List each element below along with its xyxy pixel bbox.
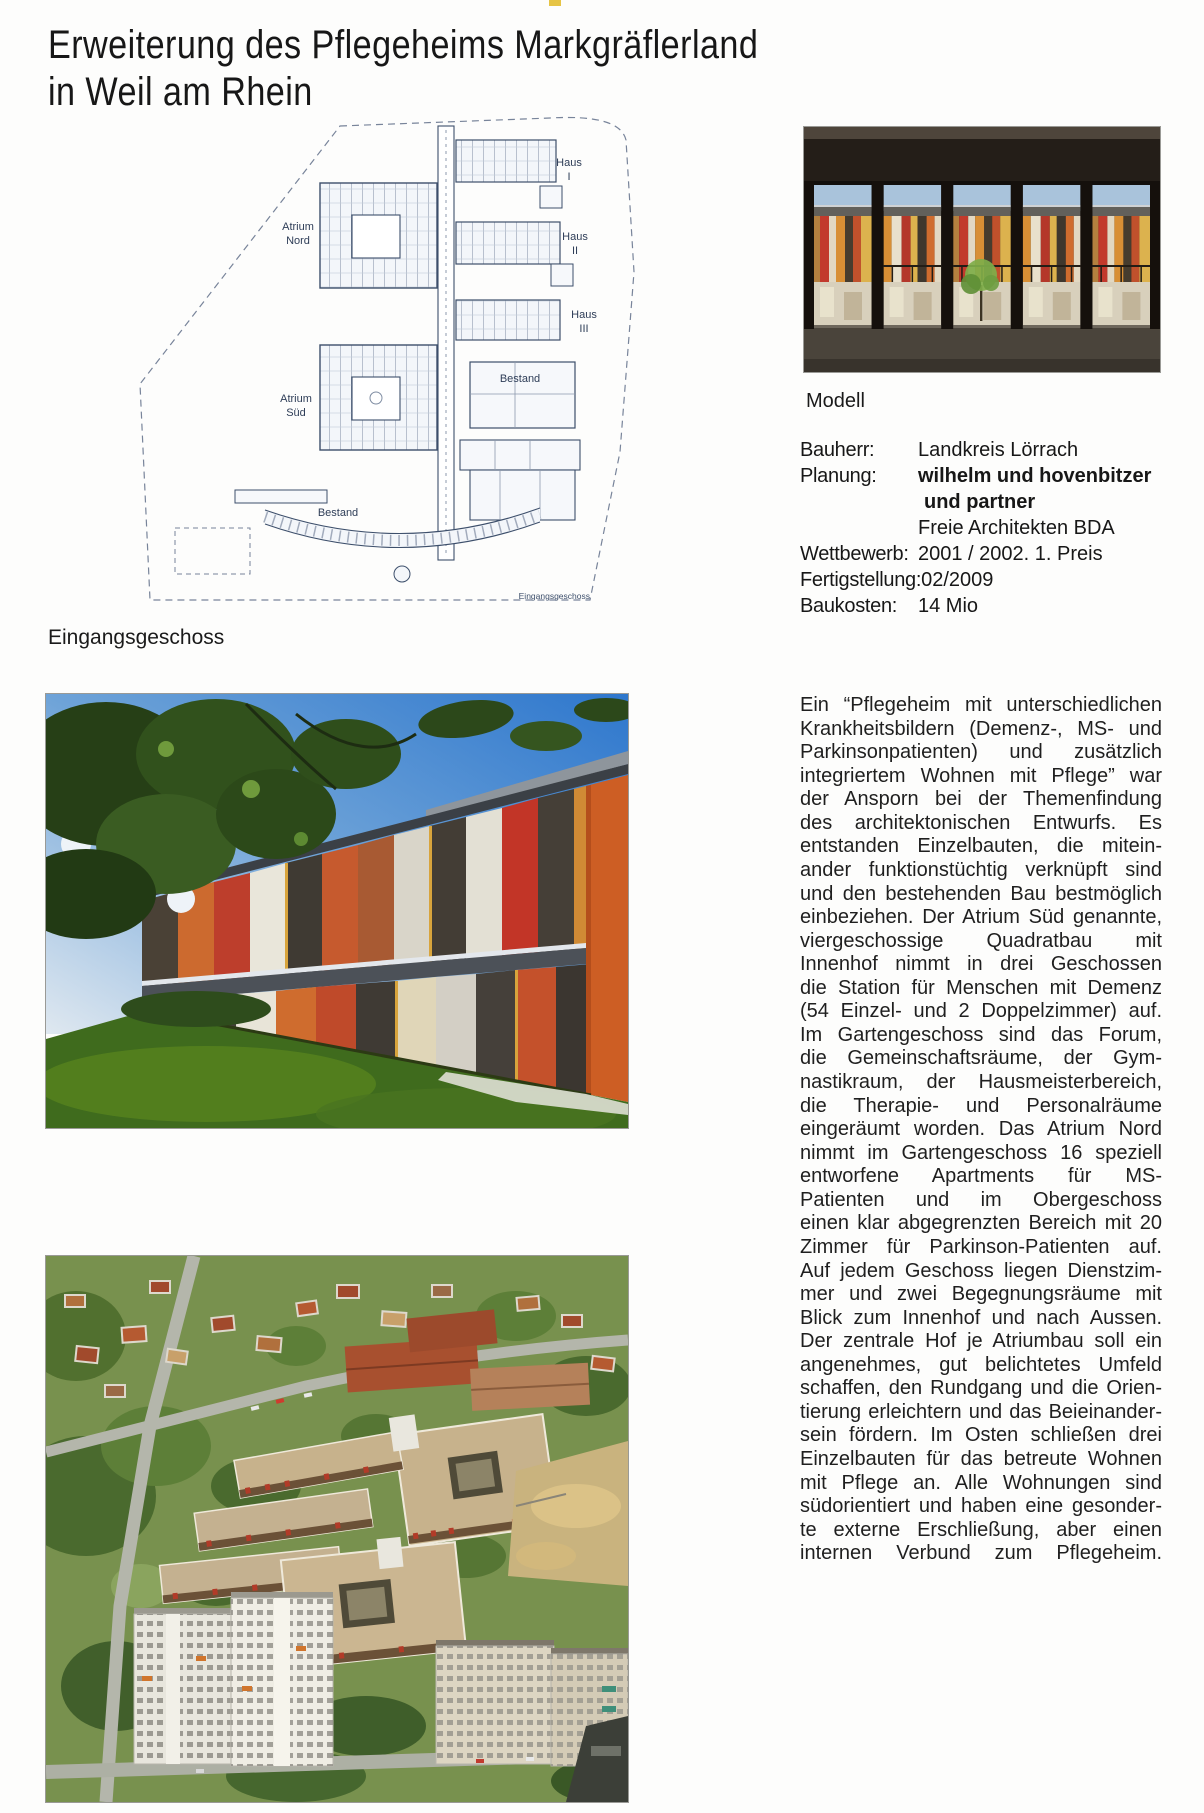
body-text-line: Parkinsonpatienten) und zusätzlich <box>800 741 1162 764</box>
body-text-line: internen Verbund zum Pflegeheim. <box>800 1542 1162 1565</box>
svg-text:II: II <box>571 245 579 257</box>
body-text-line: einbeziehen. Der Atrium Süd genannte, <box>800 906 1162 929</box>
body-text-line: Im Gartengeschoss sind das Forum, <box>800 1023 1162 1046</box>
plan-buildings <box>175 126 580 582</box>
body-text-line: te externe Erschließung, aber einen <box>800 1518 1162 1541</box>
body-text-line: angenehmes, gut belichtetes Umfeld <box>800 1353 1162 1376</box>
info-label: Wettbewerb: <box>800 543 909 565</box>
body-text-line: sein fördern. Im Osten schließen drei <box>800 1424 1162 1447</box>
info-value: 2001 / 2002. 1. Preis <box>918 543 1103 565</box>
project-info-row <box>800 463 1172 489</box>
body-text-line: Einzelbauten für das betreute Wohnen <box>800 1448 1162 1470</box>
floor-plan-caption: Eingangsgeschoss <box>48 626 225 649</box>
svg-text:III: III <box>579 323 589 335</box>
info-label: Bauherr: <box>800 439 875 461</box>
body-text-line: Der zentrale Hof je Atriumbau soll ein <box>800 1330 1162 1353</box>
project-info-row <box>800 515 1172 541</box>
info-label: Fertigstellung: <box>800 569 922 591</box>
body-text-line: südorientiert und haben eine gesonder- <box>800 1495 1162 1518</box>
body-text-line: (54 Einzel- und 2 Doppelzimmer) auf. <box>800 1000 1162 1023</box>
label-eingangsgeschoss-small: Eingangsgeschoss <box>518 591 590 601</box>
label-haus-ii: Haus <box>562 231 588 243</box>
svg-text:I: I <box>567 171 571 183</box>
body-text-line: Zimmer für Parkinson-Patienten auf. <box>800 1235 1162 1258</box>
body-text-line: des architektonischen Entwurfs. Es <box>800 811 1162 834</box>
page-title-line2: in Weil am Rhein <box>48 70 313 114</box>
svg-text:Nord: Nord <box>286 235 310 247</box>
body-text-line: Patienten und im Obergeschoss <box>800 1188 1162 1211</box>
body-text-line: nimmt im Gartengeschoss 16 speziell <box>800 1141 1162 1164</box>
info-label <box>800 515 918 541</box>
body-text-line: die Therapie- und Personalräume <box>800 1094 1162 1117</box>
svg-text:Süd: Süd <box>286 407 306 419</box>
info-value: 02/2009 <box>921 569 994 591</box>
body-text-line: der Ansporn bei der Themenfindung <box>800 788 1162 811</box>
floor-plan-drawing <box>120 112 640 647</box>
body-text-line: schaffen, den Rundgang und die Orien- <box>800 1377 1162 1400</box>
body-text-line: viergeschossige Quadratbau mit <box>800 929 1162 952</box>
aerial-photo <box>46 1256 628 1802</box>
project-info-row <box>800 489 1172 515</box>
body-text-line: integriertem Wohnen mit Pflege” war <box>800 764 1162 787</box>
body-text-line: entstanden Einzelbauten, die mitein- <box>800 835 1162 858</box>
info-label <box>800 489 918 515</box>
label-haus-i: Haus <box>556 157 582 169</box>
info-value: Freie Architekten BDA <box>918 517 1115 539</box>
model-photo <box>804 127 1160 372</box>
body-text-line: eingeräumt worden. Das Atrium Nord <box>800 1118 1162 1141</box>
body-text-line: die Gemeinschaftsräume, der Gym- <box>800 1047 1162 1070</box>
page-title <box>48 22 758 116</box>
body-text-line: ander funktionstüchtig verknüpft sind <box>800 858 1162 881</box>
body-text-line: Innenhof nimmt in drei Geschossen <box>800 953 1162 976</box>
body-text-line: Blick zum Innenhof und nach Aussen. <box>800 1306 1162 1329</box>
facade-photo <box>46 694 628 1128</box>
project-info <box>800 437 1172 619</box>
info-value: und partner <box>924 491 1036 513</box>
page-title-line1: Erweiterung des Pflegeheims Markgräflerland <box>48 23 759 67</box>
label-atrium-sued: Atrium <box>280 393 312 405</box>
body-text-line: mit Pflege an. Alle Wohnungen sind <box>800 1471 1162 1494</box>
info-value: Landkreis Lörrach <box>918 439 1079 461</box>
label-haus-iii: Haus <box>571 309 597 321</box>
project-info-row <box>800 567 1172 593</box>
info-value: 14 Mio <box>918 595 979 617</box>
label-bestand-upper: Bestand <box>499 373 541 385</box>
body-text-line: Ein “Pflegeheim mit unterschiedlichen <box>800 694 1162 716</box>
body-text-line: mer und zwei Begegnungsräume mit <box>800 1283 1162 1306</box>
label-atrium-nord: Atrium <box>282 221 314 233</box>
body-text-line: und den bestehenden Bau bestmöglich <box>800 882 1162 905</box>
project-info-row <box>800 593 1172 619</box>
body-text-line: die Station für Menschen mit Demenz <box>800 976 1162 999</box>
model-photo-caption: Modell <box>806 390 865 412</box>
body-text-line: nastikraum, der Hausmeisterbereich, <box>800 1071 1162 1093</box>
body-text-line: einen klar abgegrenzten Bereich mit 20 <box>800 1212 1162 1235</box>
info-label: Baukosten: <box>800 595 898 617</box>
info-value: wilhelm und hovenbitzer <box>918 465 1152 487</box>
body-text <box>800 694 1162 1566</box>
body-text-line: tierung erleichtern und das Beieinander- <box>800 1400 1162 1423</box>
info-label: Planung: <box>800 465 877 487</box>
project-info-row <box>800 437 1172 463</box>
label-bestand-lower: Bestand <box>317 507 359 519</box>
body-text-line: entworfene Apartments für MS- <box>800 1165 1162 1188</box>
body-text-line: Krankheitsbildern (Demenz-, MS- und <box>800 717 1162 740</box>
body-text-line: Auf jedem Geschoss liegen Dienstzim- <box>800 1259 1162 1282</box>
scan-artifact <box>549 0 561 6</box>
orange-end-wall <box>586 775 628 1102</box>
project-info-row <box>800 541 1172 567</box>
